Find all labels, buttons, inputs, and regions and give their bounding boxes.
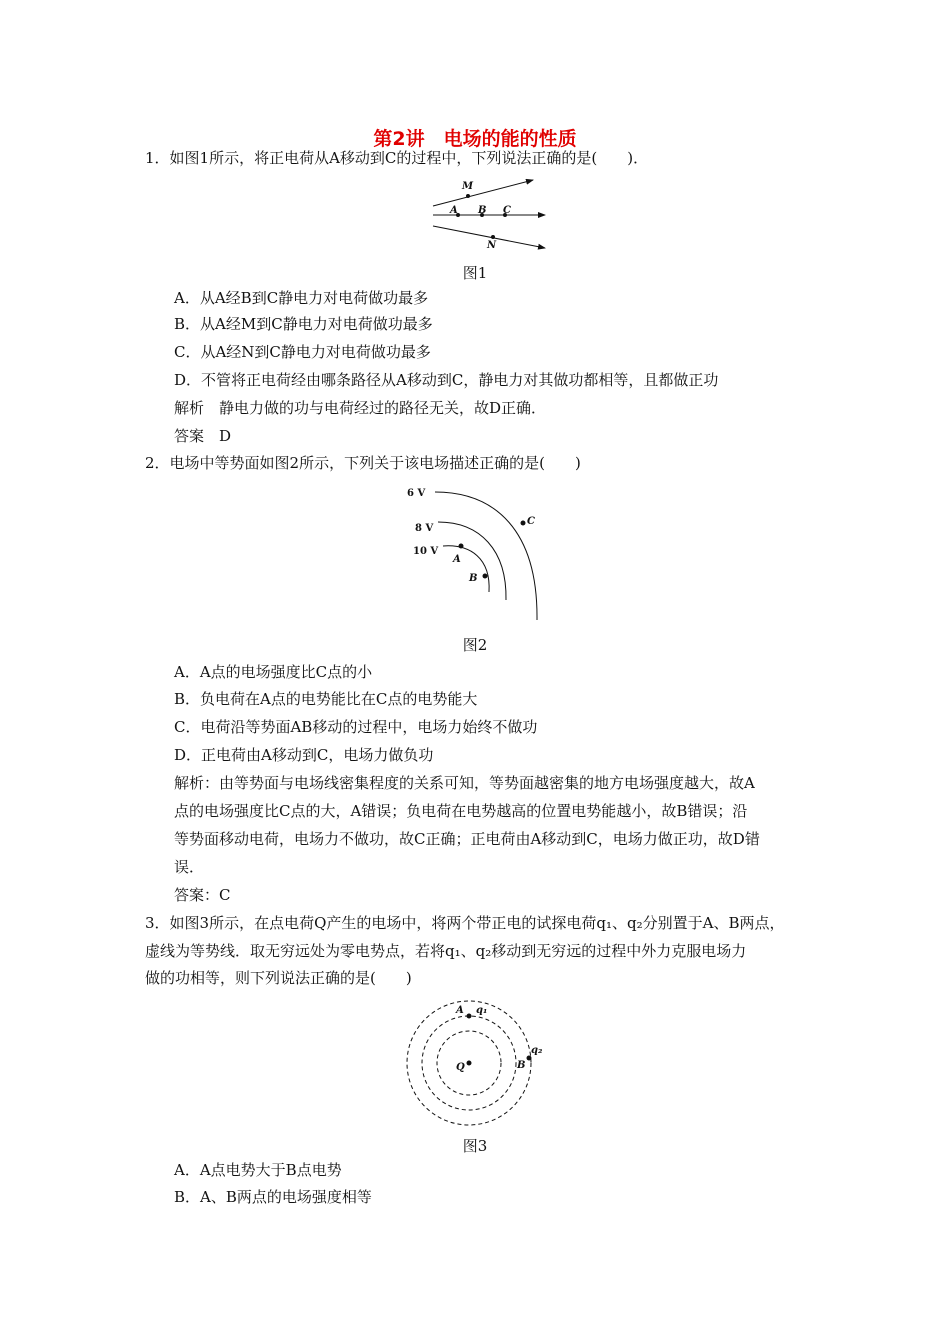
q2-analysis-line-3: 等势面移动电荷，电场力不做功，故C正确；正电荷由A移动到C，电场力做正功，故D错 bbox=[174, 830, 760, 848]
q2-option-d: D．正电荷由A移动到C，电场力做负功 bbox=[174, 746, 434, 764]
q2-option-b: B．负电荷在A点的电势能比在C点的电势能大 bbox=[174, 690, 478, 708]
label-b: B bbox=[517, 1060, 526, 1071]
path-amc-line bbox=[433, 180, 533, 206]
question-3-stem-line-1: 3．如图3所示，在点电荷Q产生的电场中，将两个带正电的试探电荷q₁、q₂分别置于A、B两点， bbox=[145, 914, 785, 932]
q2-option-a: A．A点的电场强度比C点的小 bbox=[174, 663, 373, 681]
q1-analysis: 解析 静电力做的功与电荷经过的路径无关，故D正确． bbox=[174, 399, 547, 417]
point-b-q2 bbox=[527, 1056, 532, 1061]
point-b bbox=[483, 574, 488, 579]
q1-option-c: C．从A经N到C静电力对电荷做功最多 bbox=[174, 343, 431, 361]
question-2-stem: 2．电场中等势面如图2所示，下列关于该电场描述正确的是( ) bbox=[145, 454, 581, 472]
q2-option-c: C．电荷沿等势面AB移动的过程中，电场力始终不做功 bbox=[174, 718, 538, 736]
label-10v: 10 V bbox=[413, 546, 439, 557]
label-c: C bbox=[527, 516, 535, 527]
label-a: A bbox=[456, 1005, 464, 1016]
figure-3 bbox=[400, 995, 550, 1131]
label-a: A bbox=[450, 205, 458, 216]
point-n bbox=[491, 235, 495, 239]
q3-option-a: A．A点电势大于B点电势 bbox=[174, 1161, 342, 1179]
figure-3-caption: 图3 bbox=[462, 1137, 488, 1155]
figure-2 bbox=[405, 480, 555, 626]
equipotential-8v bbox=[438, 522, 506, 600]
q1-answer: 答案 D bbox=[174, 427, 232, 445]
q2-answer: 答案：C bbox=[174, 886, 231, 904]
question-3-stem-line-2: 虚线为等势线．取无穷远处为零电势点，若将q₁、q₂移动到无穷远的过程中外力克服电场力 bbox=[145, 942, 747, 960]
q2-analysis-line-2: 点的电场强度比C点的大，A错误；负电荷在电势越高的位置电势能越小，故B错误；沿 bbox=[174, 802, 748, 820]
question-3-stem-line-3: 做的功相等，则下列说法正确的是( ) bbox=[145, 969, 412, 987]
label-q2: q₂ bbox=[531, 1045, 543, 1056]
label-6v: 6 V bbox=[407, 488, 426, 499]
label-b: B bbox=[478, 205, 487, 216]
label-b: B bbox=[469, 573, 478, 584]
label-q1: q₁ bbox=[476, 1005, 488, 1016]
q1-option-d: D．不管将正电荷经由哪条路径从A移动到C，静电力对其做功都相等，且都做正功 bbox=[174, 371, 719, 389]
label-n: N bbox=[487, 240, 497, 251]
q1-option-a: A．从A经B到C静电力对电荷做功最多 bbox=[174, 289, 429, 307]
q1-option-b: B．从A经M到C静电力对电荷做功最多 bbox=[174, 315, 433, 333]
label-a: A bbox=[453, 554, 461, 565]
point-c bbox=[521, 521, 526, 526]
q2-analysis-line-4: 误． bbox=[174, 858, 205, 876]
equipotential-10v bbox=[443, 546, 489, 592]
question-1-stem: 1．如图1所示，将正电荷从A移动到C的过程中，下列说法正确的是( )． bbox=[145, 149, 649, 167]
point-m bbox=[466, 194, 470, 198]
label-c: C bbox=[503, 205, 511, 216]
q2-analysis-line-1: 解析：由等势面与电场线密集程度的关系可知，等势面越密集的地方电场强度越大，故A bbox=[174, 774, 755, 792]
point-a-q1 bbox=[467, 1014, 472, 1019]
page-title: 第2讲 电场的能的性质 bbox=[373, 128, 577, 150]
label-m: M bbox=[462, 181, 474, 192]
charge-q bbox=[467, 1061, 472, 1066]
figure-2-caption: 图2 bbox=[462, 636, 488, 654]
figure-1 bbox=[425, 174, 555, 258]
equipotential-6v bbox=[435, 492, 537, 620]
point-a bbox=[459, 544, 464, 549]
figure-1-caption: 图1 bbox=[462, 264, 488, 282]
label-q: Q bbox=[456, 1062, 465, 1073]
label-8v: 8 V bbox=[415, 523, 434, 534]
q3-option-b: B．A、B两点的电场强度相等 bbox=[174, 1188, 372, 1206]
